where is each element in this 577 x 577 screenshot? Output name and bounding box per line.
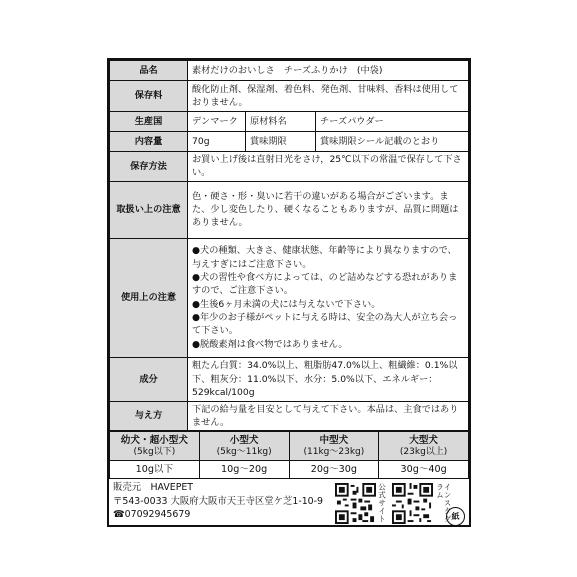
feeding-header [379, 432, 469, 461]
expiry-value: 賞味期限シール記載のとおり [316, 132, 469, 152]
row-label: 生産国 [110, 112, 188, 132]
feeding-amount: 10g～20g [199, 461, 289, 479]
official-site-qr-code[interactable] [335, 483, 376, 524]
row-label: 品名 [110, 61, 188, 81]
product-label [107, 58, 471, 527]
dog-weight: (5kg～11kg) [216, 446, 272, 457]
dog-size: 中型犬 [319, 435, 349, 447]
list-item: ●犬の種類、大きさ、健康状態、年齢等により異なりますので、与えすぎにはご注意下さい。 [192, 245, 457, 270]
row-label: 取扱い上の注意 [110, 181, 188, 238]
seller-phone: ☎07092945679 [113, 509, 191, 521]
footer [109, 479, 469, 530]
official-site-label: 公式サイト [377, 483, 387, 524]
feeding-amount: 20g～30g [289, 461, 379, 479]
content-amount: 70g [188, 132, 246, 152]
row-label: 与え方 [110, 401, 188, 431]
row-value: 素材だけのおいしさ チーズふりかけ (中袋) [188, 61, 469, 81]
row-preservatives [110, 81, 469, 112]
feeding-header [289, 432, 379, 461]
spec-table [109, 60, 469, 431]
expiry-label: 賞味期限 [246, 132, 316, 152]
dog-weight: (23kg以上) [399, 446, 448, 457]
dog-size: 大型犬 [409, 435, 439, 447]
row-content [110, 132, 469, 152]
origin-country: デンマーク [188, 112, 246, 132]
list-item: ●脱酸素剤は食べ物ではありません。 [192, 338, 348, 350]
feeding-table [109, 431, 469, 479]
row-product-name [110, 61, 469, 81]
dog-weight: (11kg～23kg) [303, 446, 365, 457]
row-handling [110, 181, 469, 238]
instagram-label: インスタグラム [435, 483, 452, 524]
row-origin [110, 112, 469, 132]
seller-address: 〒543-0033 大阪府大阪市天王寺区堂ケ芝1-10-9 [113, 495, 323, 507]
list-item: ●生後6ヶ月未満の犬には与えないで下さい。 [192, 298, 381, 310]
row-feeding-method [110, 401, 469, 431]
row-label: 成分 [110, 357, 188, 401]
seller-name: 販売元 HAVEPET [113, 482, 194, 494]
usage-notes-list [188, 238, 469, 357]
paper-recycle-mark: 紙 [446, 507, 465, 526]
row-value: 酸化防止剤、保湿剤、着色料、発色剤、甘味料、香料は使用しておりません。 [188, 81, 469, 112]
row-label: 保存料 [110, 81, 188, 112]
row-storage [110, 152, 469, 182]
material-value: チーズパウダー [316, 112, 469, 132]
dog-size: 小型犬 [229, 435, 259, 447]
dog-weight: (5kg以下) [133, 446, 176, 457]
dog-size: 幼犬・超小型犬 [120, 435, 188, 447]
row-usage-notes [110, 238, 469, 357]
material-label: 原材料名 [246, 112, 316, 132]
row-label: 保存方法 [110, 152, 188, 182]
feeding-header [110, 432, 200, 461]
list-item: ●犬の習性や食べ方によっては、のど詰めなどする恐れがありますので、ご注意下さい。 [192, 272, 458, 297]
instagram-qr-code[interactable] [392, 483, 433, 524]
list-item: ●年少のお子様がペットに与える時は、安全の為大人が立ち会って下さい。 [192, 312, 458, 337]
feeding-header-row [110, 432, 469, 461]
feeding-header [199, 432, 289, 461]
row-label: 使用上の注意 [110, 238, 188, 357]
row-value: 色・硬さ・形・臭いに若干の違いがある場合がございます。また、少し変色したり、硬くなることもありますが、品質に問題はありません。 [188, 181, 469, 238]
row-value: 下記の給与量を目安として与えて下さい。本品は、主食ではありません。 [188, 401, 469, 431]
feeding-amount-row [110, 461, 469, 479]
row-ingredients [110, 357, 469, 401]
row-value: 粗たん白質：34.0%以上、粗脂肪47.0%以上、粗繊維：0.1%以下、粗灰分：11.0%以下、水分：5.0%以下、エネルギー：529kcal/100g [188, 357, 469, 401]
feeding-amount: 30g～40g [379, 461, 469, 479]
feeding-amount: 10g以下 [110, 461, 200, 479]
row-value: お買い上げ後は直射日光をさけ，25℃以下の常温で保存して下さい。 [188, 152, 469, 182]
row-label: 内容量 [110, 132, 188, 152]
seller-info [113, 481, 323, 521]
